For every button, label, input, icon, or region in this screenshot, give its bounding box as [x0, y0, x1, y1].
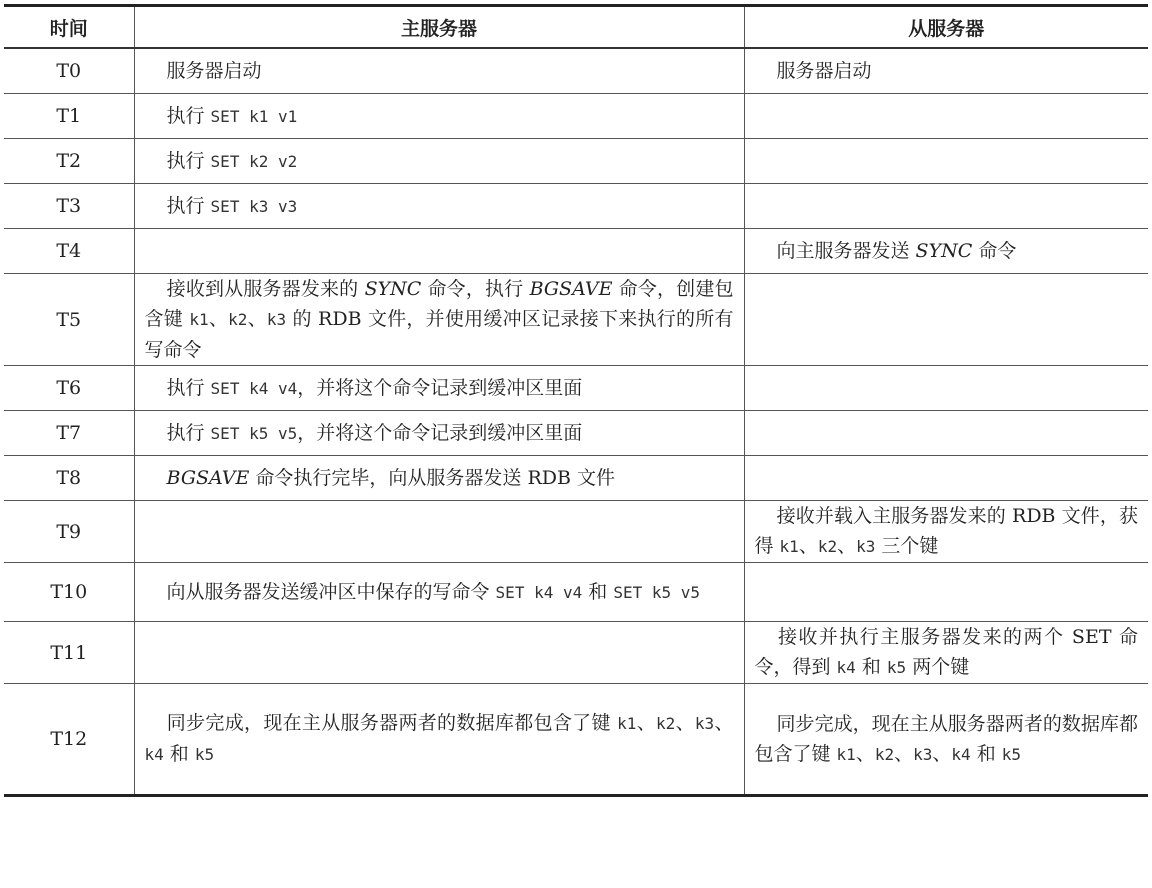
master-cell: 执行 SET k5 v5，并将这个命令记录到缓冲区里面 — [134, 411, 744, 456]
inline-code: k3 — [266, 310, 287, 329]
master-cell: 同步完成，现在主从服务器两者的数据库都包含了键 k1、k2、k3、k4 和 k5 — [134, 684, 744, 796]
inline-code: SET k3 v3 — [210, 196, 298, 216]
master-cell: BGSAVE 命令执行完毕，向从服务器发送 RDB 文件 — [134, 456, 744, 501]
inline-code: k4 — [951, 744, 971, 764]
master-cell: 执行 SET k4 v4，并将这个命令记录到缓冲区里面 — [134, 366, 744, 411]
header-row — [4, 6, 1148, 49]
table-row — [4, 139, 1148, 184]
command-name: SYNC — [364, 278, 422, 300]
time-cell: T3 — [4, 184, 134, 229]
slave-cell: 服务器启动 — [744, 48, 1148, 94]
inline-code: k2 — [656, 714, 676, 733]
inline-code: k3 — [913, 744, 933, 764]
command-name: BGSAVE — [166, 467, 250, 489]
time-cell: T11 — [4, 622, 134, 684]
slave-cell — [744, 411, 1148, 456]
time-cell: T4 — [4, 229, 134, 274]
command-name: BGSAVE — [529, 278, 613, 300]
header-master: 主服务器 — [134, 6, 744, 49]
command-name: SYNC — [915, 240, 973, 262]
table-row — [4, 48, 1148, 94]
inline-code: SET k4 v4 — [495, 582, 583, 602]
slave-cell — [744, 366, 1148, 411]
inline-code: k1 — [836, 744, 856, 764]
slave-cell — [744, 456, 1148, 501]
inline-code: SET k4 v4 — [210, 378, 298, 398]
inline-code: k4 — [144, 745, 164, 764]
master-cell: 接收到从服务器发来的 SYNC 命令，执行 BGSAVE 命令，创建包含键 k1、k2、k3 的 RDB 文件，并使用缓冲区记录接下来执行的所有写命令 — [134, 274, 744, 366]
master-cell — [134, 622, 744, 684]
slave-cell: 接收并载入主服务器发来的 RDB 文件，获得 k1、k2、k3 三个键 — [744, 501, 1148, 563]
slave-cell — [744, 139, 1148, 184]
inline-code: k4 — [836, 658, 856, 677]
master-cell — [134, 229, 744, 274]
inline-code: k5 — [194, 745, 215, 764]
inline-code: SET k5 v5 — [210, 423, 298, 443]
table-row — [4, 94, 1148, 139]
table-body — [4, 48, 1148, 796]
table-row — [4, 622, 1148, 684]
time-cell: T9 — [4, 501, 134, 563]
inline-code: k1 — [617, 714, 637, 733]
slave-cell: 接收并执行主服务器发来的两个 SET 命令，得到 k4 和 k5 两个键 — [744, 622, 1148, 684]
slave-cell — [744, 563, 1148, 622]
table-row — [4, 274, 1148, 366]
master-cell: 向从服务器发送缓冲区中保存的写命令 SET k4 v4 和 SET k5 v5 — [134, 563, 744, 622]
slave-cell — [744, 274, 1148, 366]
time-cell: T6 — [4, 366, 134, 411]
inline-code: k3 — [856, 537, 876, 556]
time-cell: T1 — [4, 94, 134, 139]
time-cell: T5 — [4, 274, 134, 366]
header-slave: 从服务器 — [744, 6, 1148, 49]
sync-timeline-table — [4, 4, 1148, 797]
table-row — [4, 411, 1148, 456]
inline-code: k1 — [189, 310, 209, 329]
master-cell: 执行 SET k1 v1 — [134, 94, 744, 139]
inline-code: k2 — [874, 744, 895, 764]
slave-cell — [744, 94, 1148, 139]
inline-code: SET k5 v5 — [613, 582, 701, 602]
header-time: 时间 — [4, 6, 134, 49]
time-cell: T12 — [4, 684, 134, 796]
master-cell: 服务器启动 — [134, 48, 744, 94]
master-cell: 执行 SET k2 v2 — [134, 139, 744, 184]
table-row — [4, 501, 1148, 563]
table-row — [4, 366, 1148, 411]
inline-code: k3 — [694, 714, 715, 733]
table-row — [4, 456, 1148, 501]
slave-cell — [744, 184, 1148, 229]
table-row — [4, 229, 1148, 274]
time-cell: T7 — [4, 411, 134, 456]
inline-code: k5 — [886, 658, 907, 677]
slave-cell: 向主服务器发送 SYNC 命令 — [744, 229, 1148, 274]
table-row — [4, 184, 1148, 229]
inline-code: SET k2 v2 — [210, 151, 298, 171]
time-cell: T0 — [4, 48, 134, 94]
time-cell: T10 — [4, 563, 134, 622]
master-cell: 执行 SET k3 v3 — [134, 184, 744, 229]
table-row — [4, 684, 1148, 796]
time-cell: T8 — [4, 456, 134, 501]
inline-code: k1 — [779, 537, 799, 556]
table-row — [4, 563, 1148, 622]
time-cell: T2 — [4, 139, 134, 184]
inline-code: k2 — [817, 537, 838, 556]
inline-code: k5 — [1001, 744, 1022, 764]
inline-code: SET k1 v1 — [210, 106, 298, 126]
slave-cell: 同步完成，现在主从服务器两者的数据库都包含了键 k1、k2、k3、k4 和 k5 — [744, 684, 1148, 796]
master-cell — [134, 501, 744, 563]
inline-code: k2 — [228, 310, 248, 329]
